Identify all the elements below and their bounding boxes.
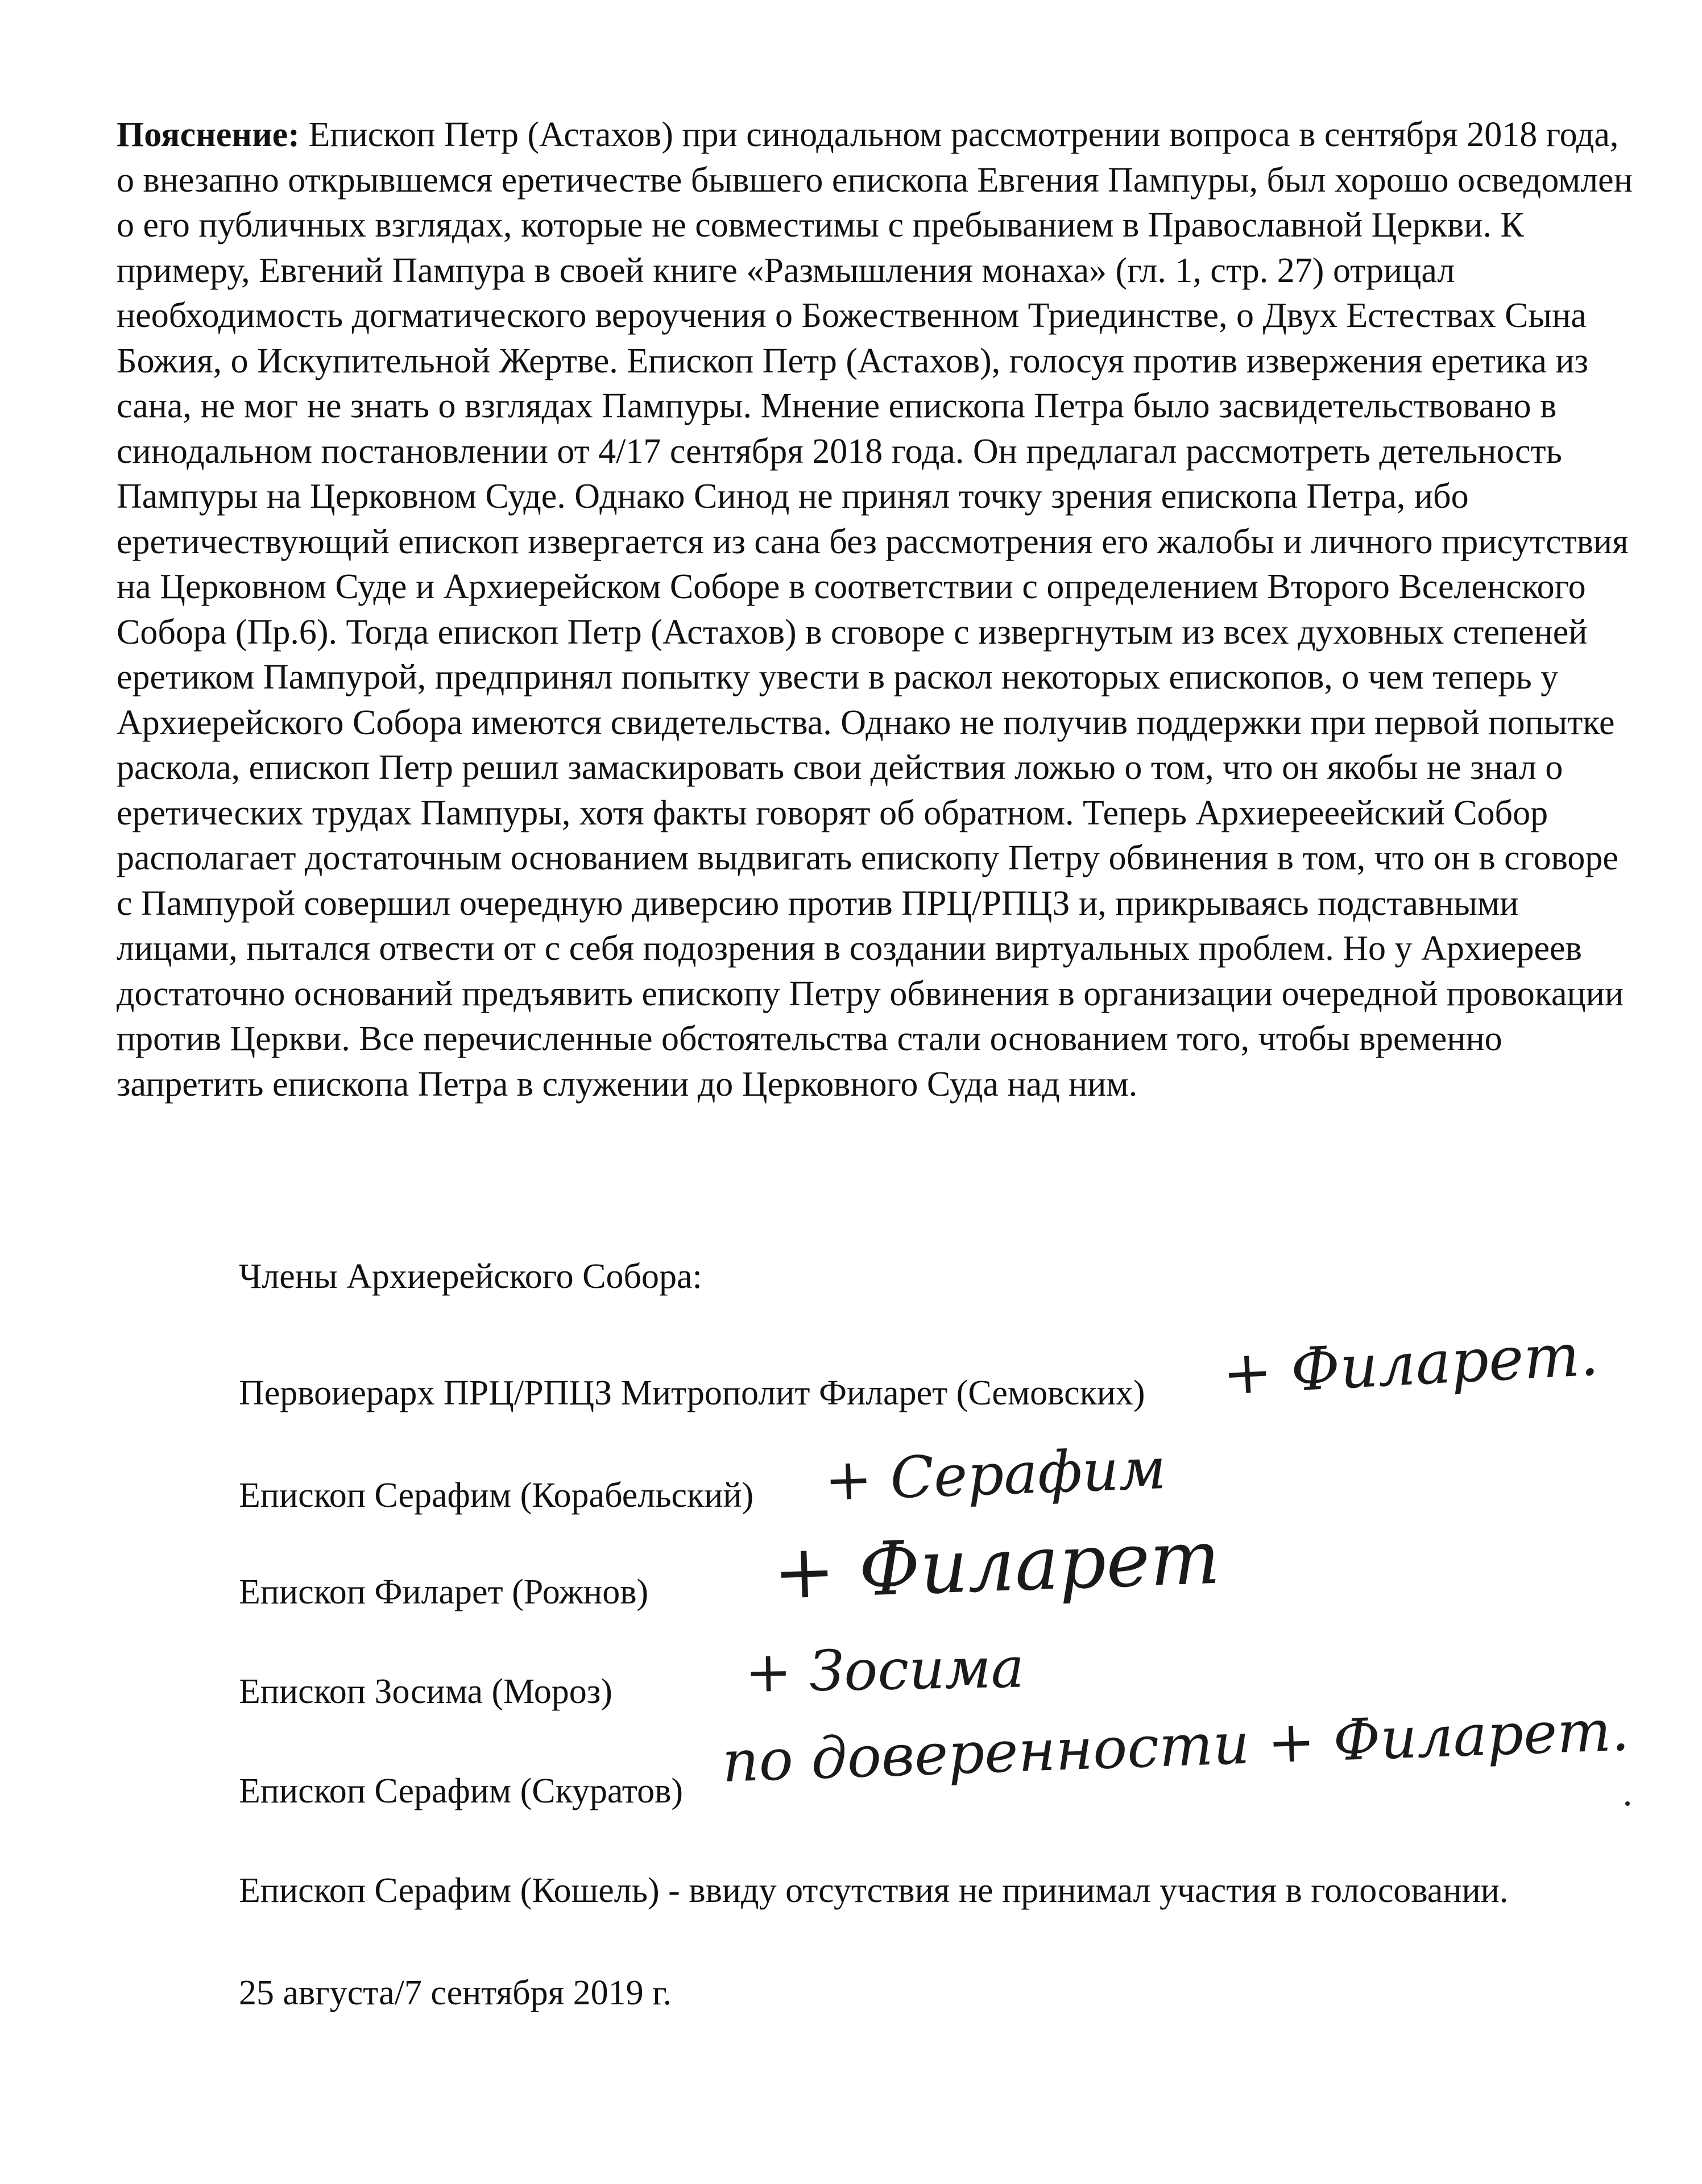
member-line-bishop-filaret-rozhnov (239, 1569, 648, 1615)
handwritten-signature: + Зосима (744, 1635, 1025, 1705)
explanation-text: Епископ Петр (Астахов) при синодальном рассмотрении вопроса в сентября 2018 года, о внезапно открывшемся еретичестве бывшего епископа Евгения Пампуры, был хорошо осведомлен о его публичных взглядах, которые не совместимы с пребыванием в Православной Церкви. К примеру, Евгений Пампура в своей книге «Размышления монаха» (гл. 1, стр. 27) отрицал необходимость догматического вероучения о Божественном Триединстве, о Двух Естествах Сына Божия, о Искупительной Жертве. Епископ Петр (Астахов), голосуя против извержения еретика из сана, не мог не знать о взглядах Пампуры. Мнение епископа Петра было засвидетельствовано в синодальном постановлении от 4/17 сентября 2018 года. Он предлагал рассмотреть детельность Пампуры на Церковном Суде. Однако Синод не принял точку зрения епископа Петра, ибо еретичествующий епископ извергается из сана без рассмотрения его жалобы и личного присутствия на Церковном Суде и Архиерейском Соборе в соответствии с определением Второго Вселенского Собора (Пр.6). Тогда епископ Петр (Астахов) в сговоре с извергнутым из всех духовных степеней еретиком Пампурой, предпринял попытку увести в раскол некоторых епископов, о чем теперь у Архиерейского Собора имеются свидетельства. Однако не получив поддержки при первой попытке раскола, епископ Петр решил замаскировать свои действия ложью о том, что он якобы не знал о еретических трудах Пампуры, хотя факты говорят об обратном. Теперь Архиерееейский Собор располагает достаточным основанием выдвигать епископу Петру обвинения в том, что он в сговоре с Пампурой совершил очередную диверсию против ПРЦ/РПЦЗ и, прикрываясь подставными лицами, пытался отвести от с себя подозрения в создании виртуальных проблем. Но у Архиереев достаточно оснований предъявить епископу Петру обвинения в организации очередной провокации против Церкви. Все перечисленные обстоятельства стали основанием того, чтобы временно запретить епископа Петра в служении до Церковного Суда над ним. (117, 115, 1633, 1104)
handwritten-signature: + Филарет. (1220, 1319, 1600, 1408)
members-heading: Члены Архиерейского Собора: (239, 1257, 702, 1296)
member-name: Первоиерарх ПРЦ/РПЦЗ Митрополит Филарет (Семовских) (239, 1374, 1145, 1412)
document-date: 25 августа/7 сентября 2019 г. (239, 1974, 672, 2012)
ink-dot (1625, 1801, 1630, 1806)
handwritten-signature: + Филарет (772, 1514, 1221, 1616)
handwritten-signature: по доверенности + Филарет. (720, 1697, 1630, 1795)
explanation-lead: Пояснение: (117, 115, 300, 154)
explanation-paragraph (117, 113, 1641, 1107)
member-line-bishop-zosima-moroz (239, 1669, 612, 1714)
member-name: Епископ Серафим (Корабельский) (239, 1476, 754, 1515)
member-name: Епископ Серафим (Скуратов) (239, 1772, 683, 1810)
member-line-metropolitan-filaret (239, 1370, 1145, 1416)
member-name: Епископ Зосима (Мороз) (239, 1672, 612, 1711)
handwritten-signature: + Серафим (823, 1435, 1167, 1514)
member-line-bishop-serafim-korabelsky (239, 1473, 753, 1518)
member-line-bishop-serafim-skuratov (239, 1768, 683, 1814)
member-name: Епископ Филарет (Рожнов) (239, 1573, 649, 1611)
absent-member-note: Епископ Серафим (Кошель) - ввиду отсутствия не принимал участия в голосовании. (239, 1871, 1509, 1910)
